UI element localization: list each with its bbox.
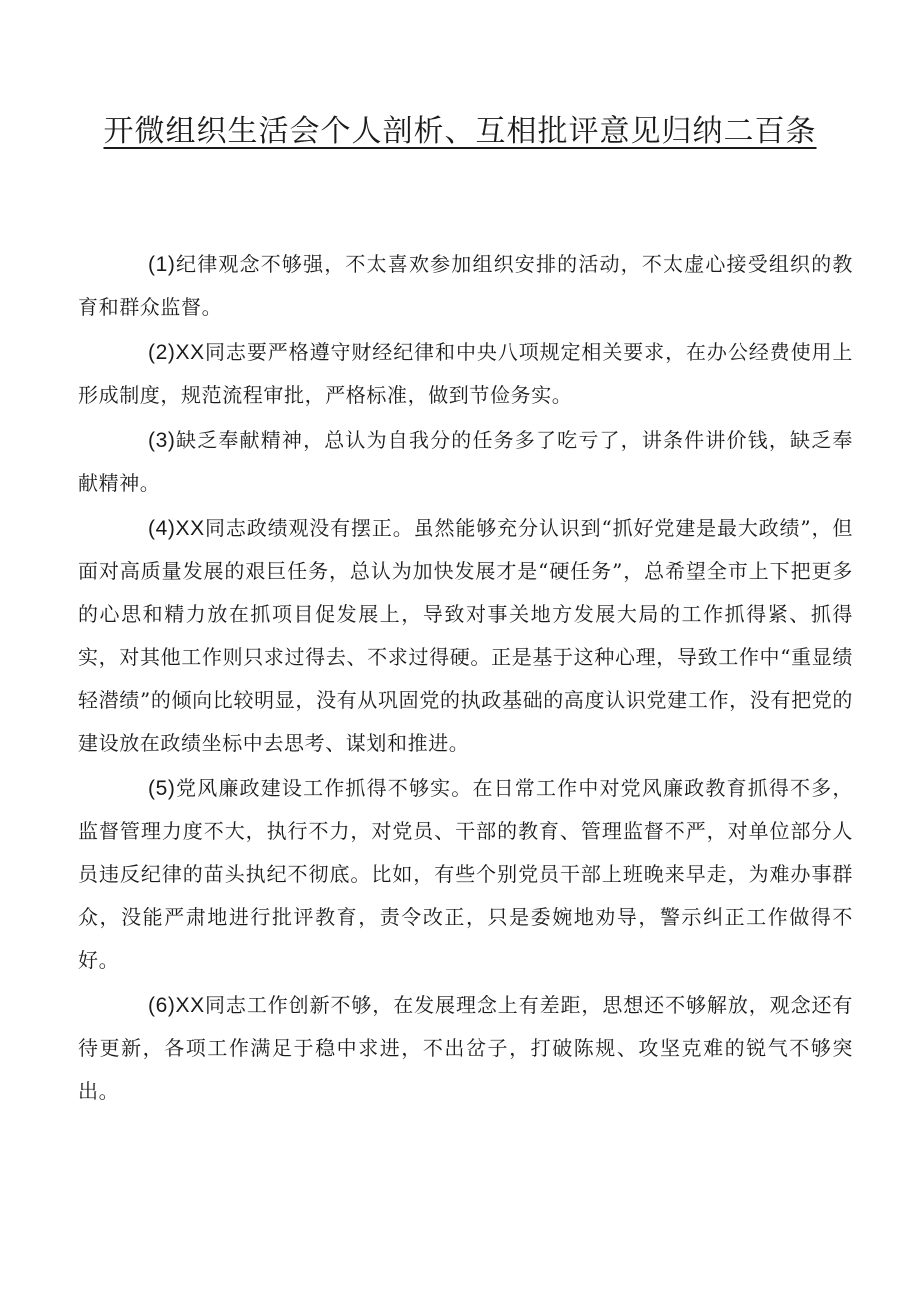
document-title-text: 开微组织生活会个人剖析、互相批评意见归纳二百条 <box>103 114 817 149</box>
paragraph-5 <box>78 767 853 982</box>
paragraph-3-number: (3) <box>148 429 176 452</box>
paragraph-2-text: 同志要严格遵守财经纪律和中央八项规定相关要求，在办公经费使用上形成制度，规范流程审批，严格标准，做到节俭务实。 <box>78 340 853 407</box>
paragraph-1-number: (1) <box>148 253 176 276</box>
paragraph-5-number: (5) <box>148 777 176 800</box>
paragraph-6-text: 同志工作创新不够，在发展理念上有差距，思想还不够解放，观念还有待更新，各项工作满足于稳中求进，不出岔子，打破陈规、攻坚克难的锐气不够突出。 <box>78 993 853 1103</box>
paragraph-4-text: 同志政绩观没有摆正。虽然能够充分认识到“抓好党建是最大政绩”，但面对高质量发展的艰巨任务，总认为加快发展才是“硬任务”，总希望全市上下把更多的心思和精力放在抓项目促发展上，导致对事关地方发展大局的工作抓得紧、抓得实，对其他工作则只求过得去、不求过得硬。正是基于这种心理，导致工作中“重显绩轻潜绩”的倾向比较明显，没有从巩固党的执政基础的高度认识党建工作，没有把党的建设放在政绩坐标中去思考、谋划和推进。 <box>78 516 853 755</box>
paragraph-2 <box>78 331 853 417</box>
paragraph-4-number: (4)XX <box>148 517 205 540</box>
document-body <box>78 243 853 1115</box>
paragraph-6 <box>78 984 853 1113</box>
paragraph-6-number: (6)XX <box>148 994 205 1017</box>
paragraph-1 <box>78 243 853 329</box>
paragraph-4 <box>78 507 853 765</box>
paragraph-5-text: 党风廉政建设工作抓得不够实。在日常工作中对党风廉政教育抓得不多，监督管理力度不大，执行不力，对党员、干部的教育、管理监督不严，对单位部分人员违反纪律的苗头执纪不彻底。比如，有些个别党员干部上班晚来早走，为难办事群众，没能严肃地进行批评教育，责令改正，只是委婉地劝导，警示纠正工作做得不好。 <box>78 776 853 972</box>
paragraph-2-number: (2)XX <box>148 341 205 364</box>
paragraph-3-text: 缺乏奉献精神，总认为自我分的任务多了吃亏了，讲条件讲价钱，缺乏奉献精神。 <box>78 428 853 495</box>
document-title <box>100 110 820 154</box>
paragraph-3 <box>78 419 853 505</box>
paragraph-1-text: 纪律观念不够强，不太喜欢参加组织安排的活动，不太虚心接受组织的教育和群众监督。 <box>78 252 853 319</box>
